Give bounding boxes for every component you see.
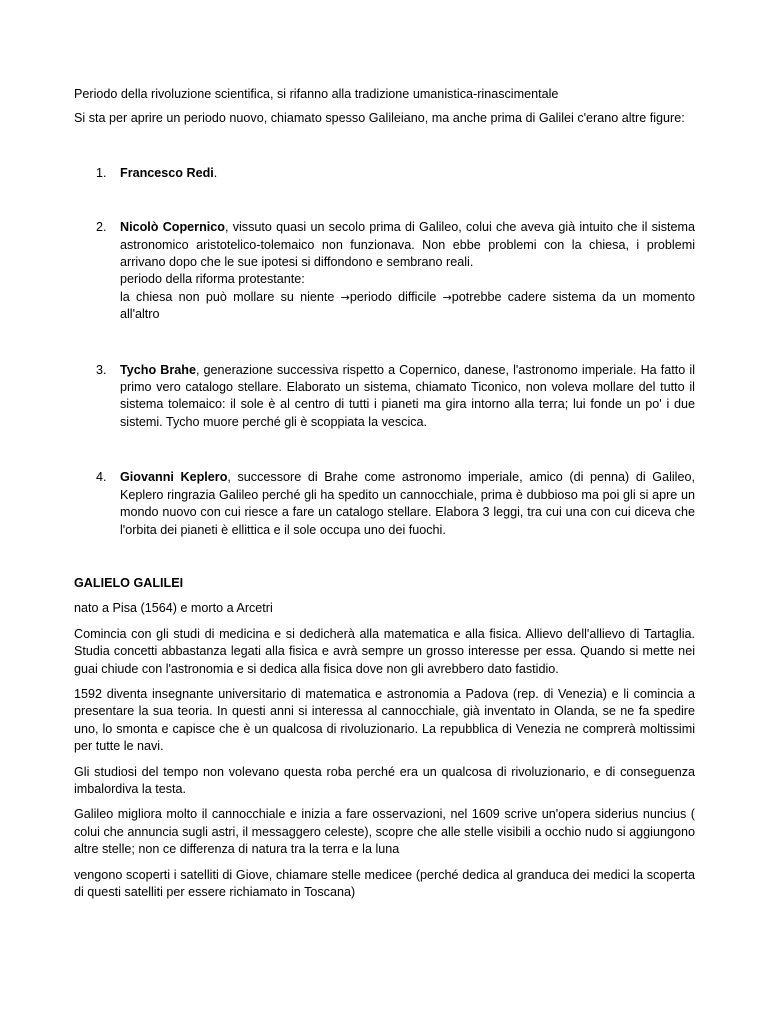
section-paragraph: Galileo migliora molto il cannocchiale e inizia a fare osservazioni, nel 1609 scrive un'opera siderius nuncius ( colui che annuncia sugli astri, il messaggero celeste), scopre che alle stelle visibili a occhio nudo si aggiungono altre stelle; non ce differenza di natura tra la terra e la luna (74, 807, 695, 857)
figures-list (74, 165, 695, 539)
list-item (74, 362, 695, 432)
list-item (74, 165, 695, 182)
list-item-text: , vissuto quasi un secolo prima di Galileo, colui che aveva già intuito che il sistema astronomico aristotelico-tolemaico non funzionava. Non ebbe problemi con la chiesa, i problemi arrivano dopo che le sue ipotesi si diffondono e sembrano reali. (120, 220, 695, 270)
intro-line-2: Si sta per aprire un periodo nuovo, chiamato spesso Galileiano, ma anche prima di Galilei c'erano altre figure: (74, 111, 685, 126)
list-number: 3. (96, 362, 107, 377)
section-paragraph: vengono scoperti i satelliti di Giove, chiamare stelle medicee (perché dedica al granduca dei medici la scoperta di questi satelliti per essere richiamato in Toscana) (74, 867, 695, 899)
list-item-text-fragment: la chiesa non può mollare su niente (120, 289, 341, 304)
list-item-line: periodo della riforma protestante: (120, 272, 305, 287)
list-item-text: . (213, 165, 218, 180)
list-item (74, 469, 695, 539)
list-item-text-fragment: potrebbe cadere sistema da un momento all'altro (120, 289, 695, 322)
list-item-name: Francesco Redi (120, 165, 214, 180)
list-item-name: Nicolò Copernico (120, 220, 225, 235)
list-item-text: , generazione successiva rispetto a Copernico, danese, l'astronomo imperiale. Ha fatto il primo vero catalogo stellare. Elaborato un sistema, chiamato Ticonico, non voleva mollare del tutto il sistema tolemaico: il sole è al centro di tutti i pianeti ma gira intorno alla terra; lui fonde un po' i due sistemi. Tycho muore perché gli è scoppiata la vescica. (120, 362, 695, 429)
right-arrow-icon: → (340, 290, 350, 304)
list-number: 2. (96, 220, 107, 235)
section-paragraph: Gli studiosi del tempo non volevano questa roba perché era un qualcosa di rivoluzionario, e di conseguenza imbalordiva la testa. (74, 764, 695, 796)
intro-line-1: Periodo della rivoluzione scientifica, si rifanno alla tradizione umanistica-rinascimentale (74, 87, 559, 101)
section-title: GALIELO GALILEI (74, 575, 184, 590)
list-item-text: , successore di Brahe come astronomo imperiale, amico (di penna) di Galileo, Keplero ringrazia Galileo perché gli ha spedito un cannocchiale, prima è dubbioso ma poi gli si apre un mondo nuovo con cui riesce a fare un catalogo stellare. Elabora 3 leggi, tra cui una con cui diceva che l'orbita dei pianeti è ellittica e il sole occupa uno dei fuochi. (120, 470, 695, 537)
section-paragraph: Comincia con gli studi di medicina e si dedicherà alla matematica e alla fisica. Allievo dell'allievo di Tartaglia. Studia concetti abbastanza legati alla fisica e avrà sempre un grosso interesse per essa. Quando si mette nei guai chiude con l'astronomia e si dedica alla fisica dove non gli avrebbero dato fastidio. (74, 626, 695, 676)
list-number: 1. (96, 165, 107, 180)
list-item-name: Tycho Brahe (120, 362, 196, 377)
section-paragraph: 1592 diventa insegnante universitario di matematica e astronomia a Padova (rep. di Venezia) e li comincia a presentare la sua teoria. In questi anni si interessa al cannocchiale, già inventato in Olanda, se ne fa spedire uno, lo smonta e capisce che è un qualcosa di rivoluzionario. La repubblica di Venezia ne comprerà moltissimi per tutte le navi. (74, 686, 695, 754)
list-item-text-fragment: periodo difficile (349, 289, 443, 304)
list-item-line (120, 289, 695, 324)
right-arrow-icon: → (442, 290, 452, 304)
document-body (74, 86, 695, 901)
list-item-name: Giovanni Keplero (120, 470, 228, 485)
list-number: 4. (96, 470, 107, 485)
section-paragraph: nato a Pisa (1564) e morto a Arcetri (74, 601, 273, 616)
list-item (74, 219, 695, 323)
